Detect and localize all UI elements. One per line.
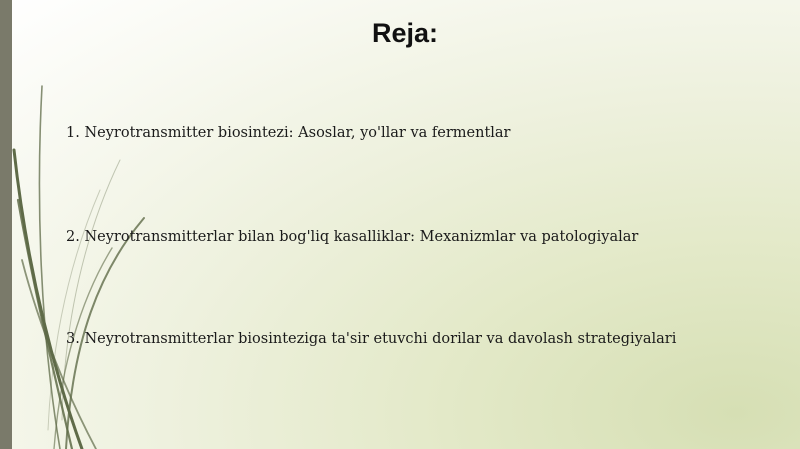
plan-item-1: 1. Neyrotransmitter biosintezi: Asoslar, yo'llar va fermentlar (66, 125, 511, 141)
plan-item-3: 3. Neyrotransmitterlar biosinteziga ta'sir etuvchi dorilar va davolash strategiyalari (66, 331, 677, 347)
grass-blade (39, 86, 60, 449)
grass-blade (22, 260, 96, 449)
grass-blade (14, 150, 82, 449)
grass-blade (54, 248, 112, 449)
slide-title: Reja: (371, 18, 439, 48)
plan-item-2: 2. Neyrotransmitterlar bilan bog'liq kasalliklar: Mexanizmlar va patologiyalar (66, 229, 639, 245)
